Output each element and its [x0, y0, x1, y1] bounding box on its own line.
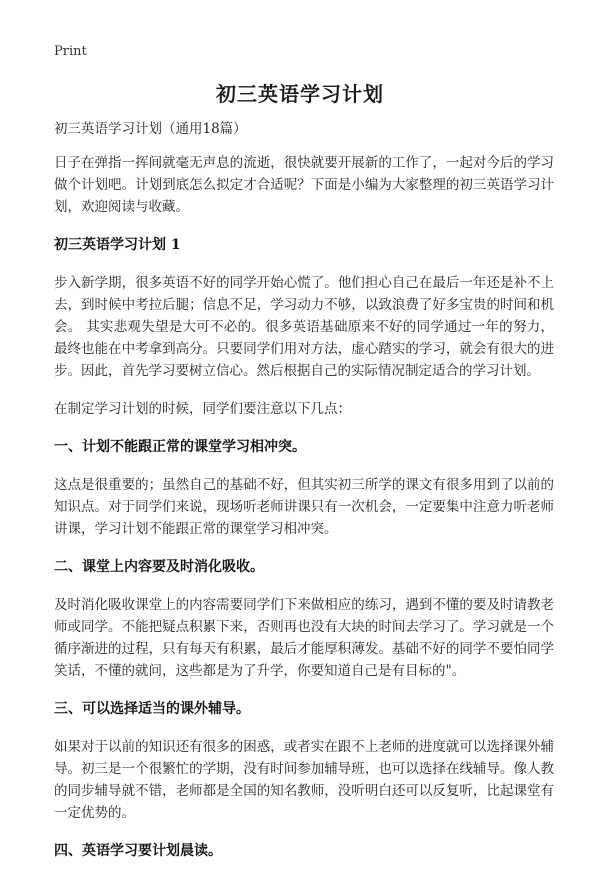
intro-paragraph: 日子在弹指一挥间就毫无声息的流逝，很快就要开展新的工作了，一起对今后的学习做个计划吧。计划到底怎么拟定才合适呢？下面是小编为大家整理的初三英语学习计划，欢迎阅读与收藏。 [54, 155, 554, 215]
article-subtitle: 初三英语学习计划（通用18篇） [54, 121, 247, 137]
point-paragraph: 这点是很重要的；虽然自己的基础不好，但其实初三所学的课文有很多用到了以前的知识点。对于同学们来说，现场听老师讲课只有一次机会，一定要集中注意力听老师讲课，学习计划不能跟正常的课堂学习相冲突。 [54, 477, 554, 537]
point-paragraph: 如果对于以前的知识还有很多的困惑，或者实在跟不上老师的进度就可以选择课外辅导。初三是一个很繁忙的学期，没有时间参加辅导班，也可以选择在线辅导。像人教的同步辅导就不错，老师都是全国的知名教师，没听明白还可以反复听，比起课堂有一定优势的。 [54, 739, 554, 821]
point-heading: 二、课堂上内容要及时消化吸收。 [54, 559, 264, 575]
point-heading: 四、英语学习要计划晨读。 [54, 843, 222, 859]
section-paragraph: 在制定学习计划的时候，同学们要注意以下几点： [54, 401, 351, 417]
section-heading: 初三英语学习计划 1 [54, 237, 181, 253]
article-body [54, 118, 554, 878]
point-paragraph: 及时消化吸收课堂上的内容需要同学们下来做相应的练习，遇到不懂的要及时请教老师或同学。不能把疑点积累下来，否则再也没有大块的时间去学习了。学习就是一个循序渐进的过程，只有每天有积累，最后才能厚积薄发。基础不好的同学不要怕同学笑话，不懂的就问，这些都是为了升学，你要知道自己是有目标的"。 [54, 597, 554, 679]
page-title: 初三英语学习计划 [216, 82, 384, 106]
point-heading: 三、可以选择适当的课外辅导。 [54, 701, 250, 717]
point-heading: 一、计划不能跟正常的课堂学习相冲突。 [54, 439, 306, 455]
print-link[interactable]: Print [54, 44, 87, 59]
section-paragraph: 步入新学期，很多英语不好的同学开始心慌了。他们担心自己在最后一年还是补不上去，到时候中考拉后腿；信息不足，学习动力不够，以致浪费了好多宝贵的时间和机会。 其实悲观失望是大可不必的。很多英语基础原来不好的同学通过一年的努力，最终也能在中考拿到高分。只要同学们用对方法，虚心踏实的学习，就会有很大的进步。因此，首先学习要树立信心。然后根据自己的实际情况制定适合的学习计划。 [54, 275, 554, 379]
